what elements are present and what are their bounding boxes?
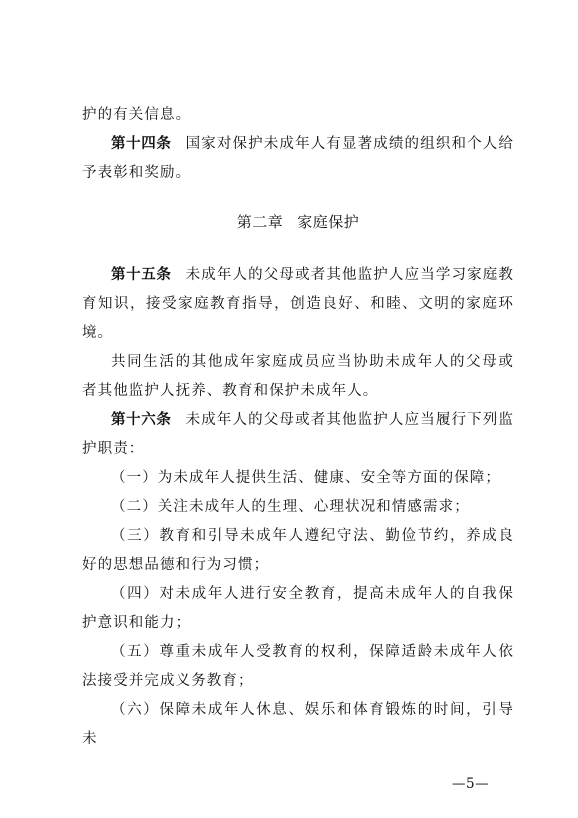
article-14-label: 第十四条 — [111, 136, 172, 152]
article-15-paragraph-2: 共同生活的其他成年家庭成员应当协助未成年人的父母或者其他监护人抚养、教育和保护未成年人。 — [82, 354, 514, 399]
document-body — [82, 101, 514, 754]
article-14-text: 国家对保护未成年人有显著成绩的组织和个人给予表彰和奖励。 — [82, 136, 514, 181]
article-16-item-2: （二）关注未成年人的生理、心理状况和情感需求； — [111, 499, 470, 515]
article-15-label: 第十五条 — [111, 267, 172, 283]
chapter-heading — [82, 208, 514, 237]
article-14 — [82, 130, 514, 188]
chapter-number: 第二章 — [236, 213, 284, 231]
page-number: —5— — [452, 776, 490, 792]
article-16-item-5: （五）尊重未成年人受教育的权利，保障适龄未成年人依法接受并完成义务教育； — [82, 644, 514, 689]
article-16 — [82, 406, 514, 464]
article-15-text: 未成年人的父母或者其他监护人应当学习家庭教育知识，接受家庭教育指导，创造良好、和睦、文明的家庭环境。 — [82, 267, 514, 341]
article-16-item-1: （一）为未成年人提供生活、健康、安全等方面的保障； — [111, 470, 501, 486]
article-16-item-3: （三）教育和引导未成年人遵纪守法、勤俭节约，养成良好的思想品德和行为习惯； — [82, 528, 514, 573]
chapter-title: 家庭保护 — [297, 213, 360, 231]
article-16-label: 第十六条 — [111, 412, 172, 428]
article-15 — [82, 261, 514, 348]
continuation-paragraph: 护的有关信息。 — [82, 107, 192, 123]
article-16-item-6: （六）保障未成年人休息、娱乐和体育锻炼的时间，引导未 — [82, 702, 514, 747]
article-16-item-4: （四）对未成年人进行安全教育，提高未成年人的自我保护意识和能力； — [82, 586, 514, 631]
article-16-text: 未成年人的父母或者其他监护人应当履行下列监护职责： — [82, 412, 514, 457]
